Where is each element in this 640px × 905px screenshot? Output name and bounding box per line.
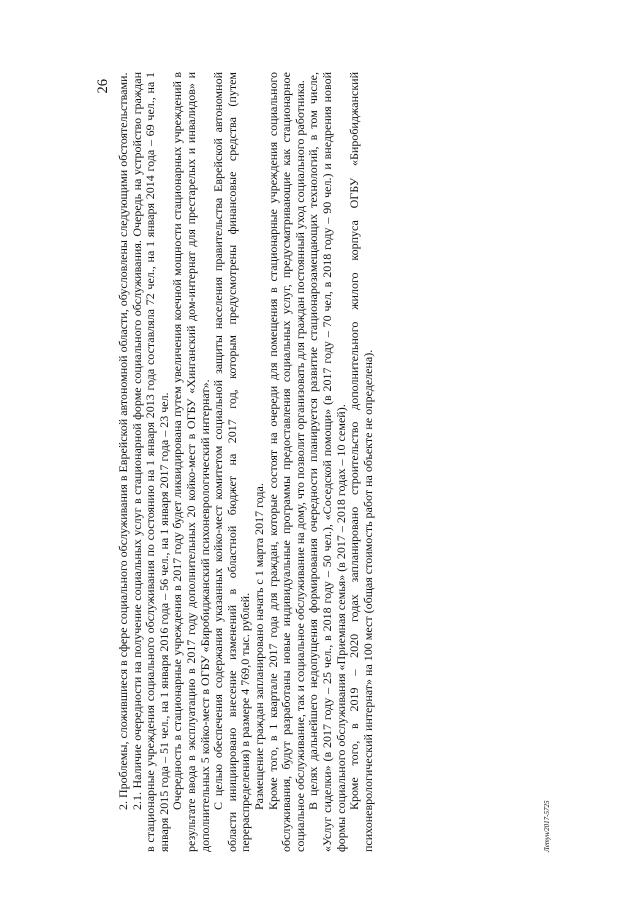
paragraph-8: Кроме того, в 2019 – 2020 годах запланировано строительство дополнительного жилого корпуса ОГБУ «Биробиджанский психоневрологический интернат» на 100 мест (общая стоимость работ на объекте не определена). [347, 72, 375, 852]
page-number: 26 [95, 79, 111, 94]
footer-note: Летун/2017-5725 [543, 800, 551, 852]
paragraph-4: С целью обеспечения содержания указанных койко-мест комитетом социальной защиты населения правительства Еврейской автономной области инициировано внесение изменений в областной бюджет на 2017 год, которым предусмотрены финансовые средства (путем перераспределения) в размере 4 769,0 тыс. рублей. [211, 72, 253, 852]
paragraph-7: В целях дальнейшего недопущения формирования очередности планируется развитие стационарозамещающих технологий, в том числе, «Услуг сиделки» (в 2017 году – 25 чел., в 2018 году – 50 чел.), «Соседской помощи» (в 2017 году – 70 чел, в 2018 году – 90 чел.) и внедрения новой формы социального обслуживания «Приемная семья» (в 2017 – 2018 годах – 10 семей). [306, 72, 348, 852]
paragraph-2: 2.1. Наличие очередности на получение социальных услуг в стационарной форме социального обслуживания. Очередь на устройство граждан в стационарные учреждения социального обслуживания по состоянию на 1 января 2013 года составляла 72 чел., на 1 января 2014 года – 69 чел., на 1 января 2015 года – 51 чел., на 1 января 2016 года – 56 чел., на 1 января 2017 года – 23 чел. [129, 72, 171, 852]
rotated-content [95, 72, 555, 852]
paragraph-5: Размещение граждан запланировано начать с 1 марта 2017 года. [251, 483, 266, 810]
paragraph-1: 2. Проблемы, сложившиеся в сфере социального обслуживания в Еврейской автономной области, обусловлены следующими обстоятельствами. [116, 72, 130, 810]
body-text [117, 72, 375, 852]
paragraph-3: Очередность в стационарные учреждения в 2017 году будет ликвидирована путем увеличения коечной мощности стационарных учреждений в результате ввода в эксплуатацию в 2017 году дополнительных 20 койко-мест в ОГБУ «Хинганский дом-интернат для престарелых и инвалидов» и дополнительных 5 койко-мест в ОГБУ «Биробиджанский психоневрологический интернат». [170, 72, 212, 852]
paragraph-6: Кроме того, в 1 квартале 2017 года для граждан, которые состоят на очереди для помещения в стационарные учреждения социального обслуживания, будут разработаны новые индивидуальные программы предоставления социальных услуг, предусматривающие как стационарное социальное обслуживание, так и социальное обслуживание на дому, что позволит организовать для граждан постоянный уход социального работника. [265, 72, 307, 852]
